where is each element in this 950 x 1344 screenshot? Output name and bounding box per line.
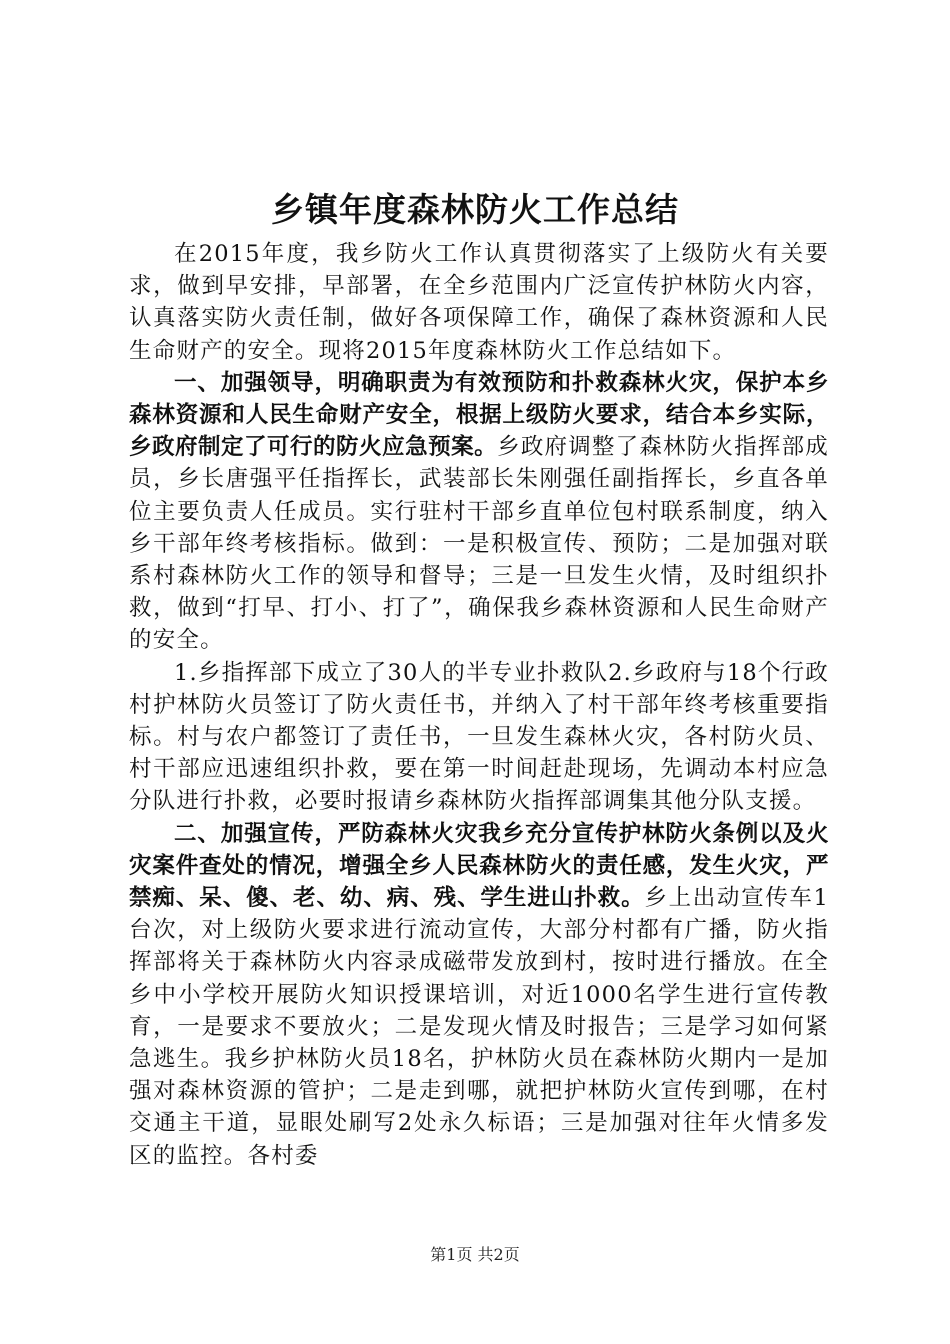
section-heading-leadership: 一、加强领导，明确职责为有效预防和扑救森林火灾，保护本乡森林资源和人民生命财产安全，根据上级防火要求，结合本乡实际，乡政府制定了可行的防火应急预案。 bbox=[129, 369, 829, 461]
paragraph-intro bbox=[129, 238, 829, 367]
paragraph-text: 乡政府调整了森林防火指挥部成员，乡长唐强平任指挥长，武装部长朱刚强任副指挥长，乡直各单位主要负责人任成员。实行驻村干部乡直单位包村联系制度，纳入乡干部年终考核指标。做到：一是积极宣传、预防；二是加强对联系村森林防火工作的领导和督导；三是一旦发生火情，及时组织扑救，做到“打早、打小、打了”，确保我乡森林资源和人民生命财产的安全。 bbox=[129, 434, 829, 654]
paragraph-text: 乡上出动宣传车1台次，对上级防火要求进行流动宣传，大部分村都有广播，防火指挥部将关于森林防火内容录成磁带发放到村，按时进行播放。在全乡中小学校开展防火知识授课培训，对近1000名学生进行宣传教育，一是要求不要放火；二是发现火情及时报告；三是学习如何紧急逃生。我乡护林防火员18名，护林防火员在森林防火期内一是加强对森林资源的管护；二是走到哪，就把护林防火宣传到哪，在村交通主干道，显眼处刷写2处永久标语；三是加强对往年火情多发区的监控。各村委 bbox=[129, 885, 829, 1169]
paragraph-section-1 bbox=[129, 367, 829, 657]
page-number-footer: 第1页 共2页 bbox=[430, 1245, 520, 1264]
document-body bbox=[129, 238, 829, 1172]
paragraph-text: 在2015年度，我乡防火工作认真贯彻落实了上级防火有关要求，做到早安排，早部署，在全乡范围内广泛宣传护林防火内容，认真落实防火责任制，做好各项保障工作，确保了森林资源和人民生命财产的安全。现将2015年度森林防火工作总结如下。 bbox=[129, 241, 829, 364]
document-title: 乡镇年度森林防火工作总结 bbox=[271, 190, 679, 229]
paragraph-section-2 bbox=[129, 818, 829, 1172]
paragraph-section-1-items bbox=[129, 657, 829, 818]
section-heading-publicity: 二、加强宣传，严防森林火灾我乡充分宣传护林防火条例以及火灾案件查处的情况，增强全乡人民森林防火的责任感，发生火灾，严禁痴、呆、傻、老、幼、病、残、学生进山扑救。 bbox=[129, 820, 829, 912]
paragraph-text: 1.乡指挥部下成立了30人的半专业扑救队2.乡政府与18个行政村护林防火员签订了防火责任书，并纳入了村干部年终考核重要指标。村与农户都签订了责任书，一旦发生森林火灾，各村防火员、村干部应迅速组织扑救，要在第一时间赶赴现场，先调动本村应急分队进行扑救，必要时报请乡森林防火指挥部调集其他分队支援。 bbox=[129, 659, 829, 815]
